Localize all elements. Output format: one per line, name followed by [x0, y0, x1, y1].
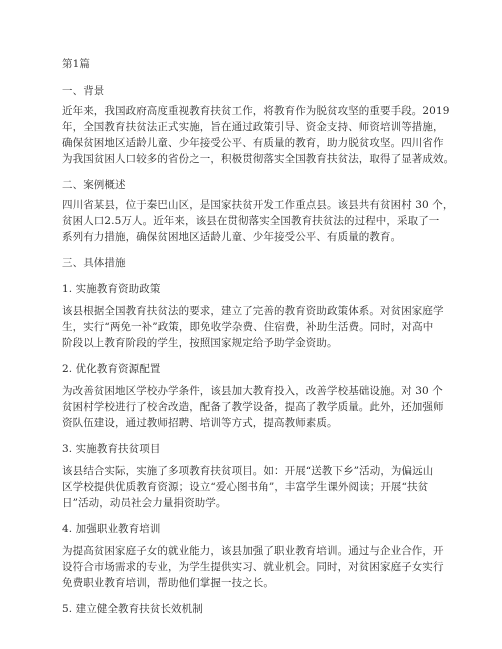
paragraph-line: 四川省某县，位于秦巴山区，是国家扶贫开发工作重点县。该县共有贫困村 30 个， [62, 199, 454, 211]
paragraph-line: 日”活动，动员社会力量捐资助学。 [62, 497, 227, 509]
paragraph-line: 贫困村学校进行了校舍改造，配备了教学设备，提高了教学质量。此外，还加强师 [62, 401, 444, 413]
paragraph-line: 系列有力措施，确保贫困地区适龄儿童、少年接受公平、有质量的教育。 [62, 231, 402, 243]
paragraph-line: 确保贫困地区适龄儿童、少年接受公平、有质量的教育，助力脱贫攻坚。四川省作 [62, 137, 444, 149]
page-label: 第1篇 [62, 58, 90, 70]
section-title-case: 二、案例概述 [62, 179, 126, 191]
measure-title: 5. 建立健全教育扶贫长效机制 [62, 603, 203, 615]
paragraph-line: 免费职业教育培训，帮助他们掌握一技之长。 [62, 577, 274, 589]
measure-title: 4. 加强职业教育培训 [62, 523, 161, 535]
measure-title: 3. 实施教育扶贫项目 [62, 443, 161, 455]
paragraph-line: 阶段以上教育阶段的学生，按照国家规定给予助学金资助。 [62, 337, 338, 349]
paragraph-line: 年，全国教育扶贫法正式实施，旨在通过政策引导、资金支持、师资培训等措施， [62, 121, 444, 133]
paragraph-line: 该县根据全国教育扶贫法的要求，建立了完善的教育资助政策体系。对贫困家庭学 [62, 305, 444, 317]
paragraph-line: 该县结合实际，实施了多项教育扶贫项目。如：开展“送教下乡”活动，为偏远山 [62, 465, 434, 477]
measure-title: 1. 实施教育资助政策 [62, 283, 161, 295]
paragraph-line: 生，实行“两免一补”政策，即免收学杂费、住宿费，补助生活费。同时，对高中 [62, 321, 434, 333]
section-title-background: 一、背景 [62, 85, 105, 97]
paragraph-line: 贫困人口2.5万人。近年来，该县在贯彻落实全国教育扶贫法的过程中，采取了一 [62, 215, 440, 227]
paragraph-line: 为我国贫困人口较多的省份之一，积极贯彻落实全国教育扶贫法，取得了显著成效。 [62, 153, 455, 165]
paragraph-line: 为改善贫困地区学校办学条件，该县加大教育投入，改善学校基础设施。对 30 个 [62, 385, 443, 397]
paragraph-line: 为提高贫困家庭子女的就业能力，该县加强了职业教育培训。通过与企业合作，开 [62, 545, 444, 557]
paragraph-line: 资队伍建设，通过教师招聘、培训等方式，提高教师素质。 [62, 417, 338, 429]
measure-title: 2. 优化教育资源配置 [62, 363, 161, 375]
section-title-measures: 三、具体措施 [62, 257, 126, 269]
paragraph-line: 区学校提供优质教育资源；设立“爱心图书角”，丰富学生课外阅读；开展“扶贫 [62, 481, 429, 493]
paragraph-line: 近年来，我国政府高度重视教育扶贫工作，将教育作为脱贫攻坚的重要手段。2019 [62, 105, 450, 117]
paragraph-line: 设符合市场需求的专业，为学生提供实习、就业机会。同时，对贫困家庭子女实行 [62, 561, 444, 573]
